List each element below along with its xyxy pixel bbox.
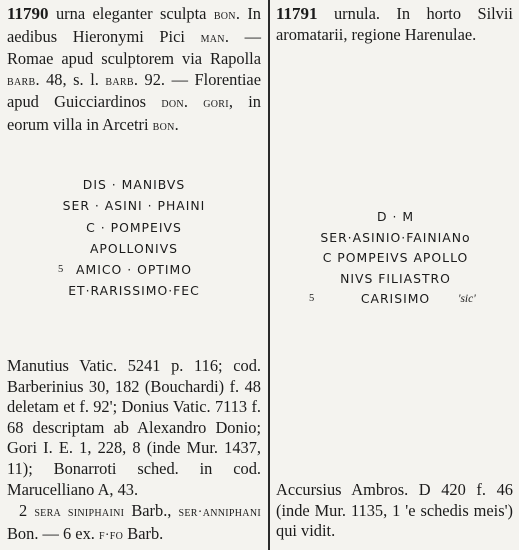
inscription-line	[272, 248, 519, 269]
text-run: . 92. — Florentiae apud Guicciardinos	[7, 69, 261, 112]
text-run: Barb.	[123, 523, 164, 543]
entry-description: urnula. In horto Silvii aromatarii, regione Harenulae.	[276, 4, 513, 44]
inscription-line	[0, 280, 268, 301]
small-caps-run: barb	[105, 73, 134, 89]
text-run: Barb.,	[124, 501, 179, 520]
column-divider	[268, 0, 270, 550]
small-caps-run: don	[161, 96, 184, 112]
inscription-line-text: CARISIMO	[360, 291, 431, 307]
inscription-line-text: SER · ASINI · PHAINI	[62, 198, 206, 214]
inscription-line-text: ET·RARISSIMO·FEC	[68, 283, 200, 299]
inscription-line	[0, 195, 268, 216]
entry-description	[7, 4, 261, 134]
text-run: Bon. — 6 ex.	[7, 523, 99, 543]
inscription-line-text: NIVS FILIASTRO	[340, 270, 451, 286]
small-caps-run: bon	[213, 8, 236, 23]
entry-number: 11791	[276, 4, 318, 23]
entry-head	[276, 4, 513, 45]
inscription-line	[272, 228, 519, 249]
sources-note: Manutius Vatic. 5241 p. 116; cod. Barberinius 30, 182 (Bouchardi) f. 48 deletam et f. 92'; Donius Vatic. 7113 f. 68 descriptam ab Alexandro Donio; Gori I. E. 1, 228, 8 (inde Mur. 1437, 11); Bonarroti sched. in cod. Marucelliano A, 43.	[7, 356, 261, 499]
inscription-line-text: C · POMPEIVS	[86, 219, 182, 235]
inscription-line-text: D · M	[376, 209, 415, 224]
inscription-line	[0, 174, 268, 195]
inscription-text	[272, 207, 519, 317]
inscription-line	[272, 289, 519, 310]
text-run: . — Romae apud sculptorem via Rapolla	[7, 26, 261, 69]
line-number: 5	[58, 264, 64, 276]
text-run: urna eleganter sculpta	[55, 4, 214, 23]
text-run: .	[174, 114, 179, 134]
inscription-line-text: SER·ASINIO·FAINIANo	[320, 229, 471, 245]
inscription-line	[0, 259, 268, 280]
small-caps-run: gori	[203, 96, 229, 112]
entry-11791	[272, 0, 519, 550]
inscription-line-text: C POMPEIVS APOLLO	[322, 250, 469, 266]
small-caps-run: f·fo	[98, 527, 124, 543]
text-run: .	[183, 92, 204, 112]
small-caps-run: barb	[7, 73, 36, 89]
inscription-line	[0, 238, 268, 259]
inscription-line-text: AMICO · OPTIMO	[76, 262, 192, 278]
text-run: 2	[19, 501, 35, 520]
text-run: . 48, s. l.	[35, 69, 106, 89]
entry-number: 11790	[7, 4, 49, 23]
inscription-line	[0, 217, 268, 238]
sources-note: Accursius Ambros. D 420 f. 46 (inde Mur. 1135, 1 'e schedis meis') qui vidit.	[276, 480, 513, 541]
apparatus-note	[7, 501, 261, 546]
small-caps-run: man	[200, 30, 225, 46]
inscription-line-text: DIS · MANIBVS	[82, 177, 186, 192]
editorial-note: 'sic'	[458, 293, 476, 306]
line-number: 5	[309, 293, 315, 305]
small-caps-run: sera siniphaini	[34, 505, 125, 520]
inscription-line	[272, 269, 519, 290]
inscription-line-text: APOLLONIVS	[89, 240, 179, 256]
small-caps-run: bon	[152, 118, 175, 134]
inscription-line	[272, 207, 519, 228]
text-run: . In aedibus Hieronymi Pici	[7, 4, 261, 46]
small-caps-run: ser·anniphani	[178, 505, 261, 520]
inscription-text	[0, 174, 268, 304]
entry-head	[7, 4, 261, 138]
text-run: , in eorum villa in Arcetri	[7, 92, 262, 134]
